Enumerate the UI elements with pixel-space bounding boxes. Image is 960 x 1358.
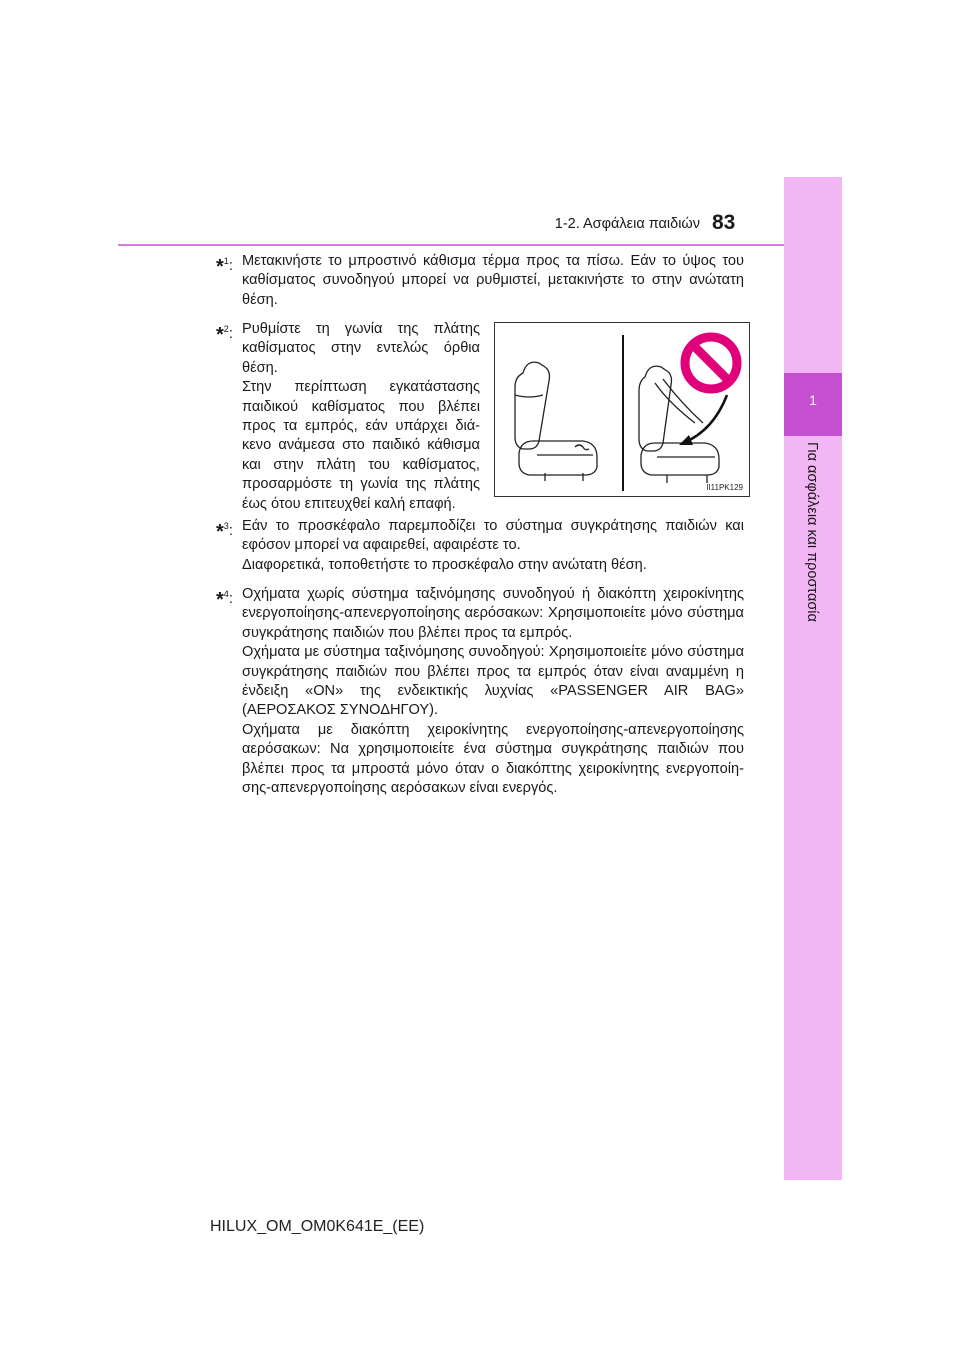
- note-1: [216, 252, 744, 310]
- note-paragraph: Οχήματα χωρίς σύστημα ταξινόμησης συνοδηγού ή διακόπτη χειροκίνητης ενεργοποίησης-απενεργοποίησης αερόσακων: Χρησιμοποιείτε μόνο σύστημα συγκράτησης παιδιών που βλέπει προς τα εμπρός.: [242, 586, 744, 641]
- note-body: [242, 517, 744, 575]
- document-id: HILUX_OM_OM0K641E_(EE): [210, 1218, 425, 1235]
- note-paragraph: Οχήματα με διακόπτη χειροκίνητης ενεργοποίησης-απενεργοποίησης αερόσακων: Να χρησιμοποιείτε ένα σύστημα συγκράτησης παιδιών που βλέπει προς τα μπροστά μόνο όταν ο διακόπτης χειροκίνητης ενεργοποίη-σης-απενεργοποίησης αερόσακων είναι ενεργός.: [242, 721, 744, 797]
- note-paragraph: Οχήματα με σύστημα ταξινόμησης συνοδηγού: Χρησιμοποιείτε μόνο σύστημα συγκράτησης παιδιών που βλέπει προς τα εμπρός όταν είναι αναμμένη η ένδειξη «ON» της ενδεικτικής λυχνίας «PASSENGER AIR BAG» (ΑΕΡΟΣΑΚΟΣ ΣΥΝΟΔΗΓΟΥ).: [242, 644, 744, 719]
- upright-seat: [515, 362, 597, 481]
- note-paragraph: Στην περίπτωση εγκατάστασης παιδικού καθίσματος που βλέπει προς τα εμπρός, εάν υπάρχει διά-κενο ανάμεσα στο παιδικό κάθισμα και στην πλάτη του καθίσματος, προσαρμόστε τη γωνία της πλάτης έως ότου επιτευχθεί καλή επαφή.: [242, 379, 480, 512]
- note-marker: *$^3$:: [216, 521, 233, 543]
- chapter-title: Για ασφάλεια και προστασία: [804, 442, 820, 622]
- header-rule: [118, 244, 784, 246]
- note-body: [242, 585, 744, 798]
- section-title: 1-2. Ασφάλεια παιδιών: [554, 216, 700, 232]
- note-marker: *$^1$:: [216, 256, 233, 278]
- chapter-tab-strip: [784, 177, 842, 1180]
- page-number: 83: [712, 211, 736, 234]
- note-2: [216, 320, 480, 514]
- note-paragraph: Διαφορετικά, τοποθετήστε το προσκέφαλο στην ανώτατη θέση.: [242, 556, 647, 573]
- note-body: [242, 320, 480, 514]
- note-paragraph: Ρυθμίστε τη γωνία της πλάτης καθίσματος στην εντελώς όρθια θέση.: [242, 321, 480, 376]
- note-body: [242, 252, 744, 310]
- note-paragraph: Μετακινήστε το μπροστινό κάθισμα τέρμα προς τα πίσω. Εάν το ύψος του καθίσματος συνοδηγού μπορεί να ρυθμιστεί, μετακινήστε το στην ανώτατη θέση.: [242, 253, 744, 308]
- note-marker: *$^4$:: [216, 589, 233, 611]
- note-marker: *$^2$:: [216, 324, 233, 346]
- note-paragraph: Εάν το προσκέφαλο παρεμποδίζει το σύστημα συγκράτησης παιδιών και εφόσον μπορεί να αφαιρεθεί, αφαιρέστε το.: [242, 518, 744, 554]
- chapter-number: 1: [809, 392, 817, 408]
- figure-code: II11PK129: [706, 483, 743, 492]
- note-4: [216, 585, 744, 798]
- seat-illustration: [494, 322, 750, 497]
- prohibition-icon: [685, 337, 737, 389]
- reclined-seat: [639, 366, 719, 483]
- seat-diagram: [495, 323, 749, 496]
- note-3: [216, 517, 744, 575]
- gap-arrowhead: [679, 435, 693, 445]
